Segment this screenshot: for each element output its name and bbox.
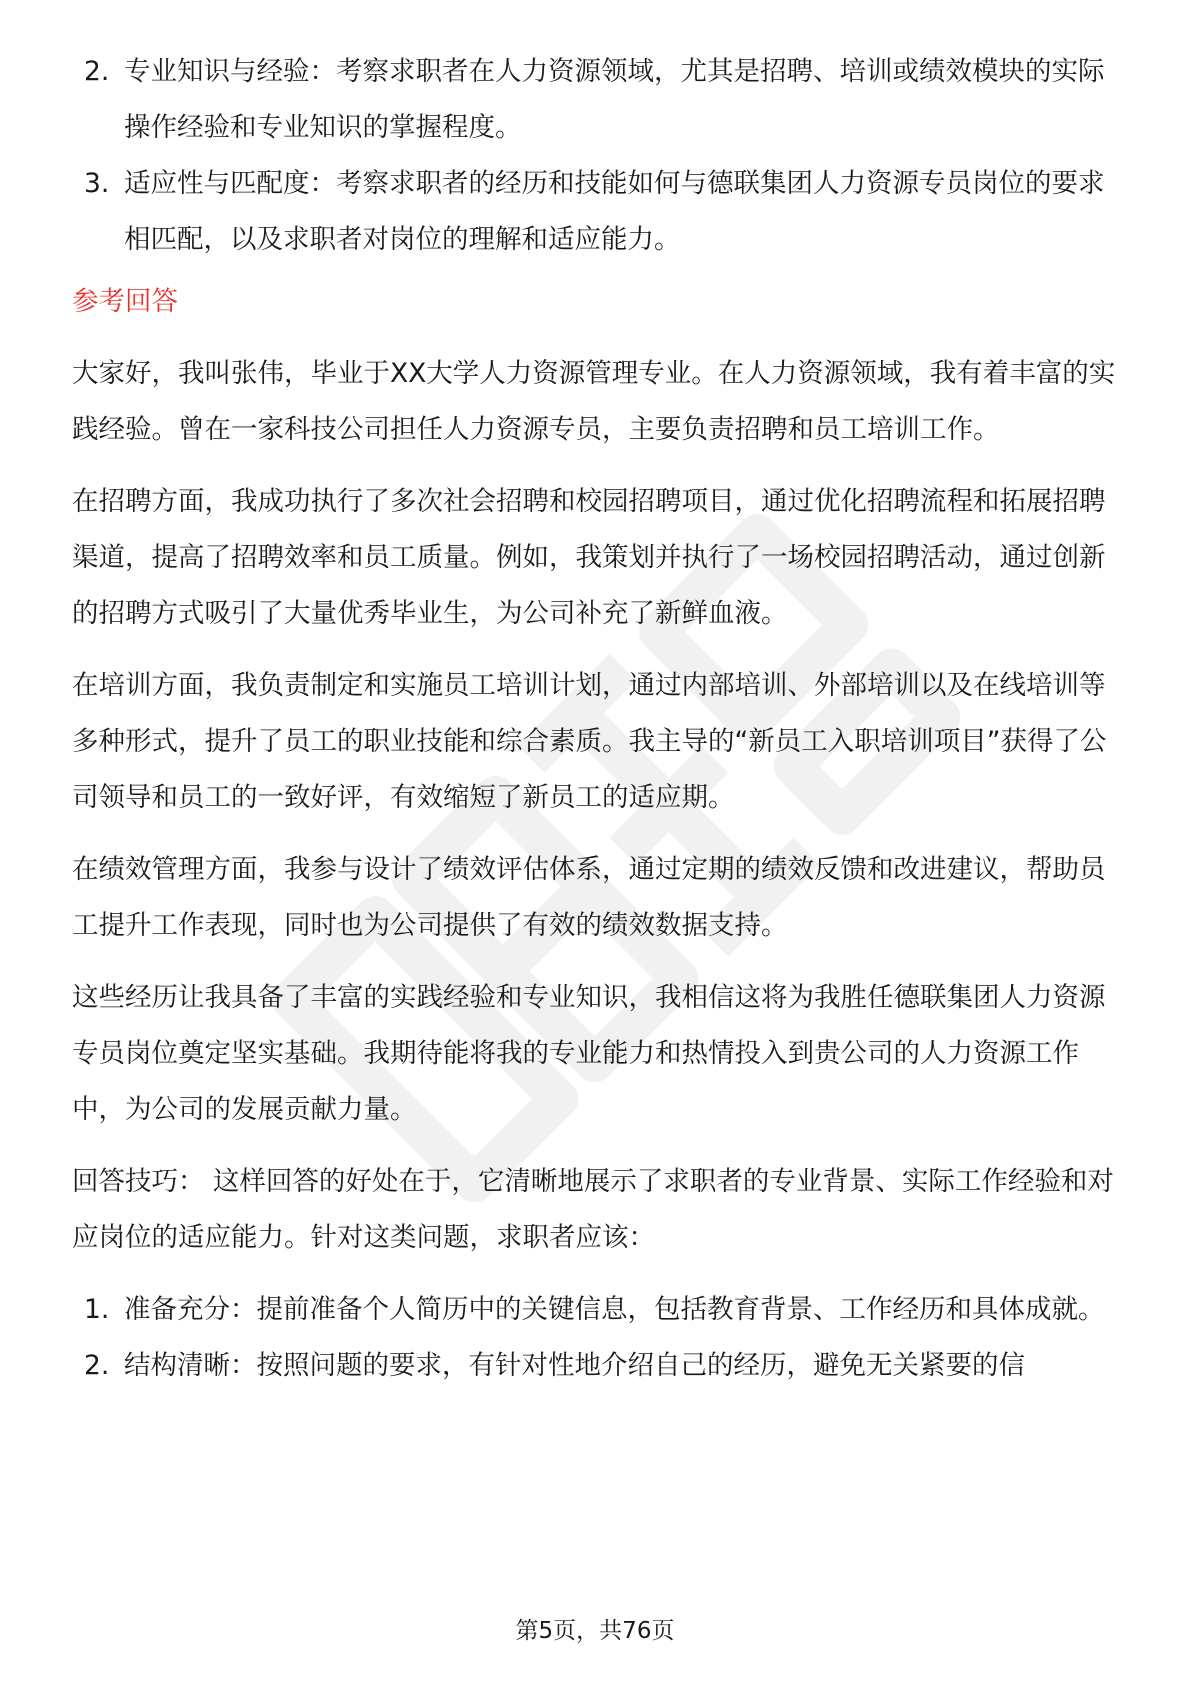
criteria-list xyxy=(72,44,1122,268)
paragraph: 这些经历让我具备了丰富的实践经验和专业知识，我相信这将为我胜任德联集团人力资源专员岗位奠定坚实基础。我期待能将我的专业能力和热情投入到贵公司的人力资源工作中，为公司的发展贡献力量。 xyxy=(72,982,1106,1125)
list-item-text: 结构清晰：按照问题的要求，有针对性地介绍自己的经历，避免无关紧要的信 xyxy=(124,1350,1025,1381)
list-item-number: 2. xyxy=(84,56,110,87)
answer-tips-paragraph: 回答技巧： 这样回答的好处在于，它清晰地展示了求职者的专业背景、实际工作经验和对应岗位的适应能力。针对这类问题，求职者应该： xyxy=(72,1166,1114,1253)
list-item-number: 2. xyxy=(84,1350,110,1381)
paragraph: 在绩效管理方面，我参与设计了绩效评估体系，通过定期的绩效反馈和改进建议，帮助员工提升工作表现，同时也为公司提供了有效的绩效数据支持。 xyxy=(72,854,1106,941)
list-item-number: 1. xyxy=(84,1294,110,1325)
list-item xyxy=(72,1282,1122,1338)
list-item xyxy=(72,1338,1122,1394)
list-item-number: 3. xyxy=(84,168,110,199)
paragraph: 大家好，我叫张伟，毕业于XX大学人力资源管理专业。在人力资源领域，我有着丰富的实践经验。曾在一家科技公司担任人力资源专员，主要负责招聘和员工培训工作。 xyxy=(72,358,1116,445)
list-item-text: 专业知识与经验：考察求职者在人力资源领域，尤其是招聘、培训或绩效模块的实际操作经验和专业知识的掌握程度。 xyxy=(124,56,1105,143)
document-body xyxy=(72,44,1122,1394)
paragraph: 在培训方面，我负责制定和实施员工培训计划，通过内部培训、外部培训以及在线培训等多种形式，提升了员工的职业技能和综合素质。我主导的“新员工入职培训项目”获得了公司领导和员工的一致好评，有效缩短了新员工的适应期。 xyxy=(72,670,1107,813)
page-footer: 第5页，共76页 xyxy=(515,1618,675,1644)
list-item-text: 适应性与匹配度：考察求职者的经历和技能如何与德联集团人力资源专员岗位的要求相匹配，以及求职者对岗位的理解和适应能力。 xyxy=(124,168,1105,255)
list-item xyxy=(72,156,1122,268)
section-title: 参考回答 xyxy=(72,286,178,317)
tips-list xyxy=(72,1282,1122,1394)
paragraph: 在招聘方面，我成功执行了多次社会招聘和校园招聘项目，通过优化招聘流程和拓展招聘渠道，提高了招聘效率和员工质量。例如，我策划并执行了一场校园招聘活动，通过创新的招聘方式吸引了大量优秀毕业生，为公司补充了新鲜血液。 xyxy=(72,486,1106,629)
list-item-text: 准备充分：提前准备个人简历中的关键信息，包括教育背景、工作经历和具体成就。 xyxy=(124,1294,1105,1325)
list-item xyxy=(72,44,1122,156)
